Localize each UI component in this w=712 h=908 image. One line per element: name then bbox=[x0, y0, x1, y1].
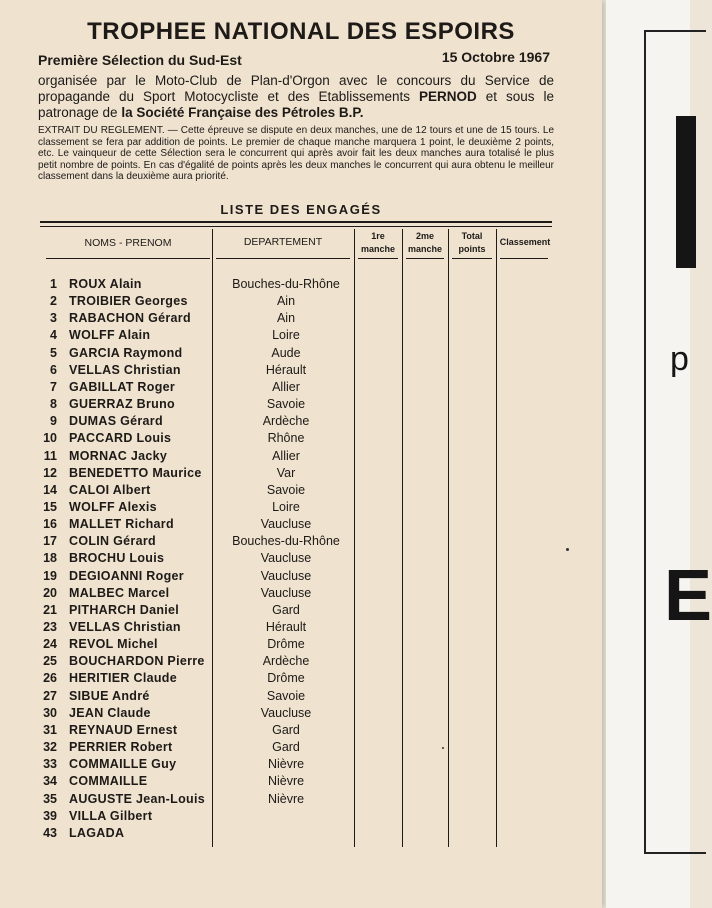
rider-num: 43 bbox=[43, 825, 57, 840]
table-row bbox=[40, 569, 540, 586]
rider-num: 16 bbox=[43, 517, 57, 532]
rider-num: 24 bbox=[43, 637, 57, 652]
header-underline bbox=[406, 258, 444, 259]
col-header-total-line1: Total bbox=[461, 231, 483, 241]
rider-name: REYNAUD Ernest bbox=[69, 722, 178, 737]
rider-name: COMMAILLE Guy bbox=[69, 757, 177, 772]
rider-dept: Gard bbox=[272, 602, 300, 617]
rider-name: PITHARCH Daniel bbox=[69, 602, 180, 617]
table-row bbox=[40, 671, 540, 688]
adjacent-letter-p: p bbox=[670, 340, 689, 378]
rider-num: 30 bbox=[43, 705, 57, 720]
table-row bbox=[40, 431, 540, 448]
table-row bbox=[40, 414, 540, 431]
rider-dept: Bouches-du-Rhône bbox=[232, 277, 340, 291]
rider-num: 12 bbox=[43, 465, 57, 480]
rider-dept: Vaucluse bbox=[260, 517, 312, 532]
reglement-paragraph: EXTRAIT DU REGLEMENT. — Cette épreuve se dispute en deux manches, une de 12 tours et une de 15 tours. Le classement se fera par addition de points. Le premier de chaque manche marquera 1 point, le deuxième 2 points, etc. Le vainqueur de cette Sélection sera le concurrent qui après avoir fait les deux manches aura totalisé le plus petit nombre de points. En cas d'égalité de points après les deux manches le concurrent qui aura obtenu le meilleur classement dans la deuxième aura priorité. bbox=[38, 125, 554, 183]
table-row bbox=[40, 328, 540, 345]
table-row bbox=[40, 809, 540, 826]
adjacent-letter-e: E bbox=[664, 556, 712, 636]
table-row bbox=[40, 517, 540, 534]
adjacent-page bbox=[606, 0, 712, 908]
table-row bbox=[40, 792, 540, 809]
table-row bbox=[40, 483, 540, 500]
rider-num: 6 bbox=[50, 362, 57, 377]
rider-name: VELLAS Christian bbox=[69, 620, 181, 634]
rider-num: 33 bbox=[43, 757, 57, 772]
rider-dept: Gard bbox=[272, 722, 300, 737]
rider-dept: Rhône bbox=[267, 431, 305, 446]
rider-num: 1 bbox=[50, 277, 57, 291]
rider-dept: Vaucluse bbox=[260, 705, 312, 720]
rider-num: 26 bbox=[43, 671, 57, 686]
table-row bbox=[40, 363, 540, 380]
table-row bbox=[40, 551, 540, 568]
table-row bbox=[40, 277, 540, 294]
rider-num: 11 bbox=[43, 448, 57, 463]
rider-name: REVOL Michel bbox=[69, 637, 158, 652]
rider-name: AUGUSTE Jean-Louis bbox=[69, 791, 205, 806]
rider-num: 35 bbox=[43, 791, 57, 806]
rider-num: 27 bbox=[43, 688, 57, 703]
rider-dept: Loire bbox=[272, 328, 300, 343]
table-row bbox=[40, 637, 540, 654]
rider-dept: Loire bbox=[272, 499, 300, 514]
table-row bbox=[40, 774, 540, 791]
rider-num: 4 bbox=[50, 328, 57, 343]
header-underline bbox=[452, 258, 492, 259]
rider-dept: Vaucluse bbox=[260, 568, 312, 583]
col-header-total-line2: points bbox=[458, 244, 486, 254]
list-title: LISTE DES ENGAGÉS bbox=[220, 202, 382, 217]
col-header-classement: Classement bbox=[499, 237, 551, 247]
rider-dept: Drôme bbox=[267, 637, 305, 652]
rider-dept: Hérault bbox=[265, 362, 307, 377]
rider-name: TROIBIER Georges bbox=[69, 294, 188, 309]
rider-num: 15 bbox=[43, 499, 57, 514]
rider-name: COMMAILLE bbox=[69, 774, 148, 789]
rider-name: VELLAS Christian bbox=[69, 362, 181, 377]
rider-name: LAGADA bbox=[69, 825, 125, 840]
intro-text-1: organisée par le Moto-Club de Plan-d'Orgon avec le concours du Service de propagande du Sport Motocycliste et des Etablissements bbox=[38, 73, 554, 104]
rider-name: BOUCHARDON Pierre bbox=[69, 654, 205, 669]
rider-dept: Allier bbox=[272, 379, 300, 394]
col-header-manche2 bbox=[403, 230, 447, 256]
table-row bbox=[40, 500, 540, 517]
event-date: 15 Octobre 1967 bbox=[441, 49, 550, 65]
rider-num: 21 bbox=[43, 602, 57, 617]
rider-name: BROCHU Louis bbox=[69, 551, 165, 566]
header-underline bbox=[46, 258, 210, 259]
table-row bbox=[40, 294, 540, 311]
rider-name: GABILLAT Roger bbox=[69, 379, 176, 394]
rider-num: 14 bbox=[43, 482, 57, 497]
rider-dept: Bouches-du-Rhône bbox=[232, 534, 340, 549]
rider-num: 20 bbox=[43, 585, 57, 600]
rider-name: MALBEC Marcel bbox=[69, 585, 170, 600]
rider-num: 32 bbox=[43, 740, 57, 755]
rider-name: PERRIER Robert bbox=[69, 740, 173, 755]
rider-dept: Ain bbox=[276, 294, 296, 309]
rider-dept: Nièvre bbox=[267, 757, 305, 772]
intro-text-2: et sous le patronage de bbox=[38, 89, 554, 120]
header-underline bbox=[500, 258, 548, 259]
print-speck bbox=[442, 747, 444, 749]
table-row bbox=[40, 689, 540, 706]
rider-name: DEGIOANNI Roger bbox=[69, 568, 184, 583]
rider-num: 2 bbox=[50, 294, 57, 309]
rider-num: 31 bbox=[43, 722, 57, 737]
rider-num: 3 bbox=[50, 311, 57, 326]
rider-name: SIBUE André bbox=[69, 688, 150, 703]
table-row bbox=[40, 449, 540, 466]
rider-name: JEAN Claude bbox=[69, 705, 151, 720]
rider-num: 23 bbox=[43, 620, 57, 634]
table-top-rule bbox=[40, 221, 552, 223]
rider-name: COLIN Gérard bbox=[69, 534, 156, 549]
header-underline bbox=[358, 258, 398, 259]
rider-dept: Drôme bbox=[267, 671, 305, 686]
page-title: TROPHEE NATIONAL DES ESPOIRS bbox=[87, 18, 515, 45]
table-row bbox=[40, 346, 540, 363]
rider-num: 25 bbox=[43, 654, 57, 669]
rider-dept: Savoie bbox=[266, 482, 306, 497]
rider-name: MALLET Richard bbox=[69, 517, 174, 532]
table-row bbox=[40, 706, 540, 723]
subtitle: Première Sélection du Sud-Est bbox=[38, 52, 242, 68]
rider-dept: Hérault bbox=[265, 620, 307, 634]
table-row bbox=[40, 740, 540, 757]
rider-dept: Var bbox=[276, 465, 296, 480]
rider-dept: Aude bbox=[271, 345, 301, 360]
rider-dept: Ardèche bbox=[262, 414, 310, 429]
col-header-manche1-line2: manche bbox=[360, 244, 395, 254]
table-row bbox=[40, 723, 540, 740]
table-row bbox=[40, 397, 540, 414]
rider-dept: Savoie bbox=[266, 688, 306, 703]
rider-name: VILLA Gilbert bbox=[69, 808, 153, 823]
table-row bbox=[40, 603, 540, 620]
header-underline bbox=[216, 258, 350, 259]
rider-name: DUMAS Gérard bbox=[69, 414, 163, 429]
table-row bbox=[40, 466, 540, 483]
print-speck bbox=[566, 548, 569, 551]
rider-dept: Savoie bbox=[266, 397, 306, 412]
rider-dept: Vaucluse bbox=[260, 551, 312, 566]
rider-num: 39 bbox=[43, 808, 57, 823]
rider-name: BENEDETTO Maurice bbox=[69, 465, 202, 480]
rider-num: 9 bbox=[50, 414, 57, 429]
col-header-total bbox=[449, 230, 495, 256]
col-header-departement: DEPARTEMENT bbox=[243, 236, 323, 248]
col-header-manche2-line2: manche bbox=[407, 244, 442, 254]
rider-num: 34 bbox=[43, 774, 57, 789]
intro-paragraph bbox=[38, 73, 554, 121]
rider-num: 10 bbox=[43, 431, 57, 446]
rider-dept: Nièvre bbox=[267, 774, 305, 789]
rider-num: 7 bbox=[50, 379, 57, 394]
rider-name: CALOI Albert bbox=[69, 482, 151, 497]
rider-num: 18 bbox=[43, 551, 57, 566]
col-header-manche1-line1: 1re bbox=[371, 231, 385, 241]
col-header-noms: NOMS - PRENOM bbox=[84, 237, 172, 249]
col-header-manche1 bbox=[356, 230, 400, 256]
table-row bbox=[40, 534, 540, 551]
rider-dept: Ardèche bbox=[262, 654, 310, 669]
intro-sponsor: la Société Française des Pétroles B.P. bbox=[121, 105, 364, 120]
table-row bbox=[40, 311, 540, 328]
adjacent-black-block bbox=[676, 116, 696, 268]
rider-dept: Allier bbox=[272, 448, 300, 463]
rider-dept: Nièvre bbox=[267, 791, 305, 806]
col-header-manche2-line1: 2me bbox=[415, 231, 434, 241]
table-row bbox=[40, 757, 540, 774]
rider-name: WOLFF Alexis bbox=[69, 499, 157, 514]
rider-dept: Ain bbox=[276, 311, 296, 326]
rider-name: PACCARD Louis bbox=[69, 431, 172, 446]
table-row bbox=[40, 620, 540, 637]
rider-num: 17 bbox=[43, 534, 57, 549]
rider-name: HERITIER Claude bbox=[69, 671, 177, 686]
rider-name: WOLFF Alain bbox=[69, 328, 151, 343]
table-row bbox=[40, 586, 540, 603]
rider-name: MORNAC Jacky bbox=[69, 448, 168, 463]
rider-name: GARCIA Raymond bbox=[69, 345, 183, 360]
table-top-rule-thin bbox=[40, 226, 552, 227]
table-row bbox=[40, 826, 540, 843]
rider-dept: Vaucluse bbox=[260, 585, 312, 600]
table-row bbox=[40, 380, 540, 397]
rider-num: 19 bbox=[43, 568, 57, 583]
intro-pernod: PERNOD bbox=[419, 89, 477, 104]
rider-num: 5 bbox=[50, 345, 57, 360]
rider-num: 8 bbox=[50, 397, 57, 412]
rider-name: ROUX Alain bbox=[69, 277, 142, 291]
adjacent-frame bbox=[644, 30, 706, 854]
rider-name: GUERRAZ Bruno bbox=[69, 397, 175, 412]
rider-dept: Gard bbox=[272, 740, 300, 755]
rider-name: RABACHON Gérard bbox=[69, 311, 191, 326]
table-row bbox=[40, 654, 540, 671]
